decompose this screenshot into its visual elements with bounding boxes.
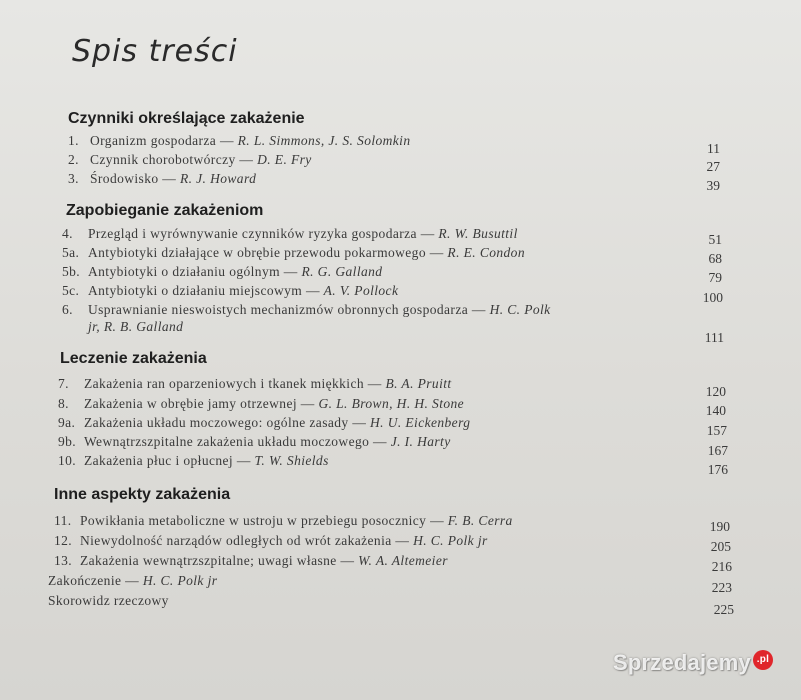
entry-number: 9a. bbox=[58, 415, 76, 430]
entry-number: 11. bbox=[54, 513, 72, 528]
entry-title: Środowisko — bbox=[90, 171, 180, 186]
entry-page-number: 205 bbox=[710, 539, 731, 554]
entry-author: J. I. Harty bbox=[390, 434, 451, 449]
entry-author: B. A. Pruitt bbox=[385, 376, 452, 391]
entry-author: A. V. Pollock bbox=[323, 283, 399, 298]
toc-entry bbox=[58, 415, 470, 431]
toc-entry bbox=[58, 453, 329, 469]
entry-page-number: 223 bbox=[711, 580, 732, 595]
entry-page-number: 167 bbox=[707, 443, 728, 458]
entry-number: 13. bbox=[54, 553, 73, 568]
entry-author: W. A. Altemeier bbox=[358, 553, 448, 568]
entry-author: R. W. Busuttil bbox=[438, 226, 518, 241]
entry-number: 7. bbox=[58, 376, 69, 391]
watermark-logo bbox=[613, 650, 773, 676]
entry-title: Wewnątrzszpitalne zakażenia układu moczowego — bbox=[84, 434, 391, 449]
toc-entry-continuation bbox=[88, 319, 183, 335]
entry-author: H. C. Polk bbox=[489, 302, 551, 317]
toc-entry bbox=[62, 245, 525, 261]
entry-author: F. B. Cerra bbox=[447, 513, 513, 528]
section-heading: Czynniki określające zakażenie bbox=[68, 110, 305, 127]
entry-page-number: 27 bbox=[706, 159, 720, 174]
toc-entry bbox=[68, 133, 410, 149]
watermark-text: Sprzedajemy bbox=[613, 650, 751, 675]
entry-page-number: 190 bbox=[709, 519, 730, 534]
toc-entry bbox=[58, 396, 464, 412]
entry-author: R. L. Simmons, J. S. Solomkin bbox=[237, 133, 411, 148]
toc-entry bbox=[68, 171, 256, 187]
entry-title: Antybiotyki o działaniu ogólnym — bbox=[88, 264, 302, 279]
entry-title: Powikłania metaboliczne w ustroju w przebiegu posocznicy — bbox=[80, 513, 448, 528]
entry-title: Czynnik chorobotwórczy — bbox=[90, 152, 258, 167]
toc-entry bbox=[62, 264, 382, 280]
entry-number: 5c. bbox=[62, 283, 80, 298]
entry-number: 5b. bbox=[62, 264, 81, 279]
toc-entry bbox=[58, 376, 452, 392]
entry-number: 4. bbox=[62, 226, 73, 241]
toc-entry bbox=[54, 553, 448, 569]
entry-author: H. U. Eickenberg bbox=[370, 415, 471, 430]
entry-page-number: 120 bbox=[705, 384, 726, 399]
entry-number: 10. bbox=[58, 453, 77, 468]
entry-page-number: 68 bbox=[708, 251, 722, 266]
toc-entry bbox=[54, 513, 513, 529]
entry-author-continuation: jr, R. B. Galland bbox=[88, 319, 184, 334]
entry-page-number: 157 bbox=[706, 423, 727, 438]
entry-page-number: 39 bbox=[706, 178, 720, 193]
entry-page-number: 51 bbox=[708, 232, 722, 247]
entry-title: Usprawnianie nieswoistych mechanizmów obronnych gospodarza — bbox=[88, 302, 490, 317]
entry-title: Skorowidz rzeczowy bbox=[48, 593, 169, 608]
entry-page-number: 216 bbox=[711, 559, 732, 574]
watermark-badge: .pl bbox=[753, 650, 773, 670]
entry-title: Zakażenia wewnątrzszpitalne; uwagi własne — bbox=[80, 553, 359, 568]
entry-number: 1. bbox=[68, 133, 79, 148]
toc-entry bbox=[62, 302, 551, 318]
section-heading: Leczenie zakażenia bbox=[60, 350, 207, 367]
entry-number: 2. bbox=[68, 152, 79, 167]
entry-page-number: 100 bbox=[702, 290, 723, 305]
entry-page-number: 140 bbox=[705, 403, 726, 418]
entry-title: Antybiotyki o działaniu miejscowym — bbox=[88, 283, 324, 298]
entry-title: Niewydolność narządów odległych od wrót zakażenia — bbox=[80, 533, 414, 548]
entry-number: 6. bbox=[62, 302, 73, 317]
entry-title: Zakażenia ran oparzeniowych i tkanek miękkich — bbox=[84, 376, 386, 391]
entry-author: T. W. Shields bbox=[254, 453, 329, 468]
entry-title: Organizm gospodarza — bbox=[90, 133, 238, 148]
section-heading: Inne aspekty zakażenia bbox=[54, 486, 231, 503]
entry-page-number: 111 bbox=[704, 330, 724, 345]
entry-page-number: 225 bbox=[713, 602, 734, 617]
entry-title: Zakażenia płuc i opłucnej — bbox=[84, 453, 255, 468]
entry-author: R. G. Galland bbox=[301, 264, 383, 279]
entry-author: H. C. Polk jr bbox=[142, 573, 218, 588]
entry-author: G. L. Brown, H. H. Stone bbox=[318, 396, 465, 411]
toc-entry bbox=[48, 573, 217, 589]
entry-author: H. C. Polk jr bbox=[413, 533, 488, 548]
entry-number: 12. bbox=[54, 533, 73, 548]
toc-entry bbox=[62, 226, 518, 242]
entry-title: Zakażenia układu moczowego: ogólne zasady — bbox=[84, 415, 370, 430]
toc-entry bbox=[58, 434, 451, 450]
entry-page-number: 11 bbox=[707, 141, 720, 156]
entry-author: R. E. Condon bbox=[447, 245, 525, 260]
entry-number: 9b. bbox=[58, 434, 77, 449]
entry-title: Zakończenie — bbox=[48, 573, 143, 588]
entry-number: 5a. bbox=[62, 245, 80, 260]
entry-title: Przegląd i wyrównywanie czynników ryzyka gospodarza — bbox=[88, 226, 439, 241]
entry-author: D. E. Fry bbox=[257, 152, 312, 167]
entry-number: 3. bbox=[68, 171, 79, 186]
page-title: Spis treści bbox=[72, 34, 238, 69]
entry-author: R. J. Howard bbox=[179, 171, 257, 186]
entry-number: 8. bbox=[58, 396, 69, 411]
toc-entry bbox=[54, 533, 488, 549]
toc-entry bbox=[68, 152, 312, 168]
entry-title: Zakażenia w obrębie jamy otrzewnej — bbox=[84, 396, 319, 411]
entry-page-number: 176 bbox=[707, 462, 728, 477]
toc-entry bbox=[48, 593, 169, 609]
entry-title: Antybiotyki działające w obrębie przewodu pokarmowego — bbox=[88, 245, 448, 260]
toc-entry bbox=[62, 283, 398, 299]
section-heading: Zapobieganie zakażeniom bbox=[66, 202, 264, 219]
entry-page-number: 79 bbox=[708, 270, 722, 285]
